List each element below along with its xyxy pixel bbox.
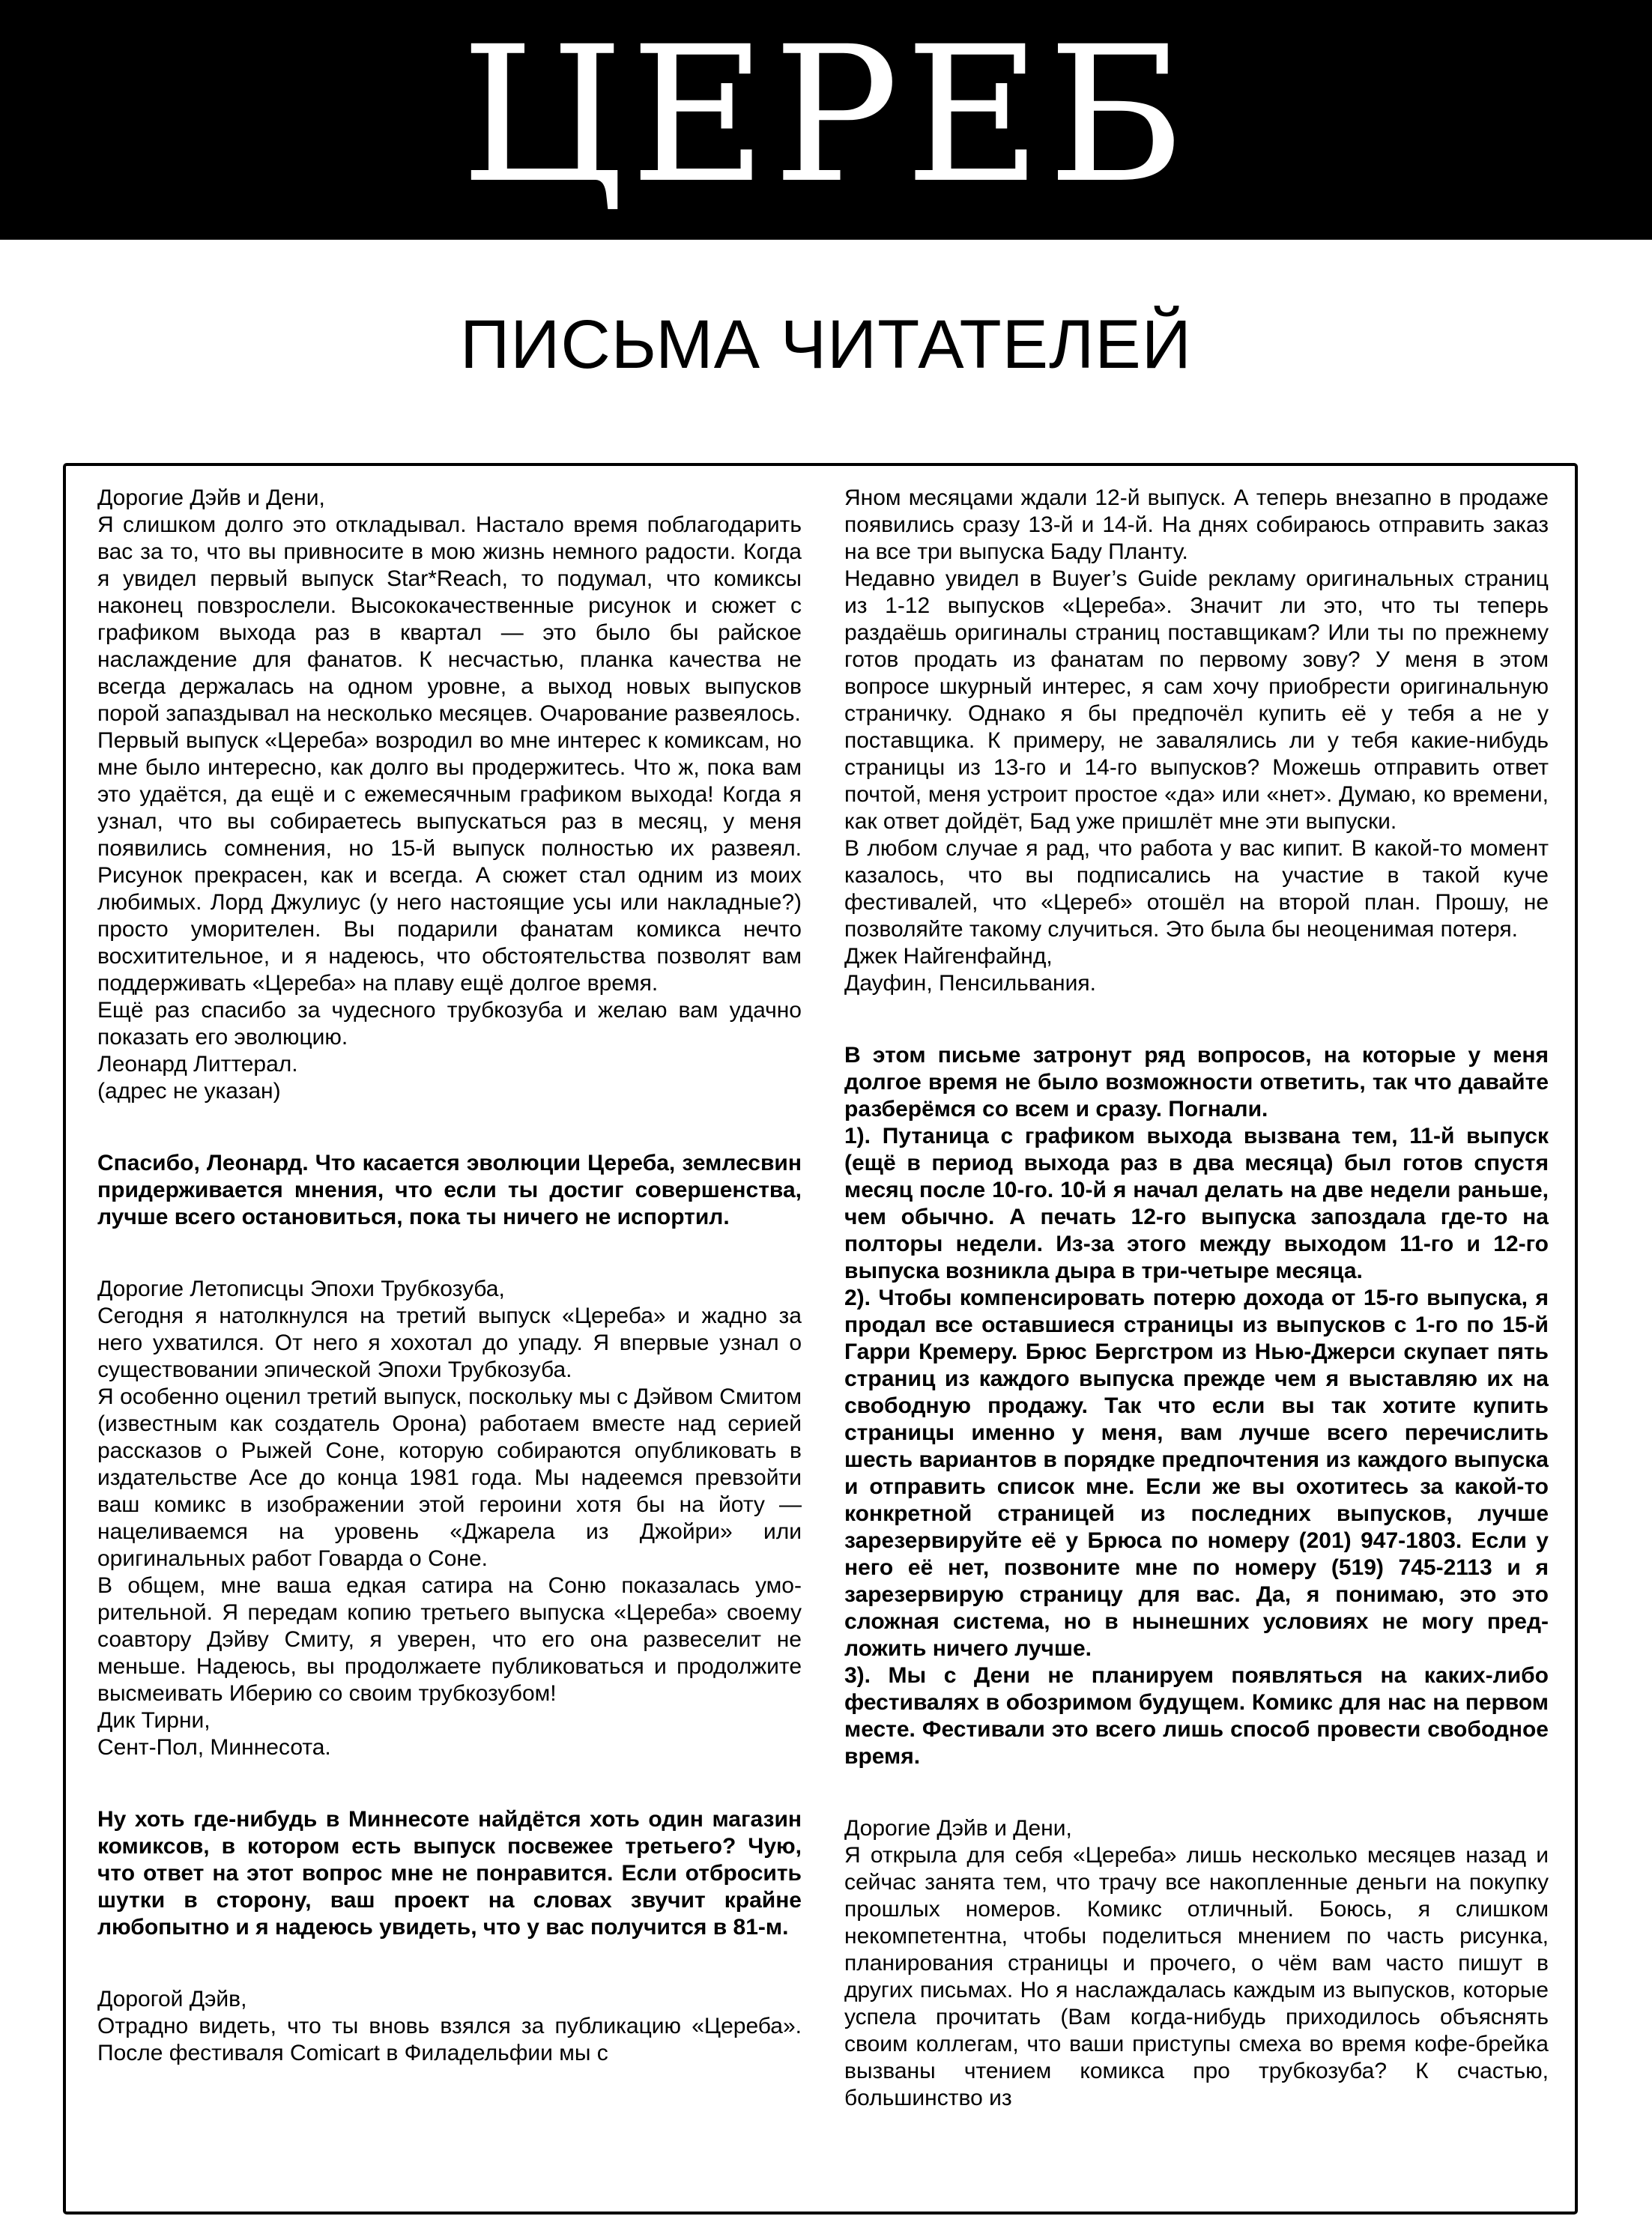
letter-paragraph: Отрадно видеть, что ты вновь взялся за публикацию «Цереба». После фестиваля Comicart в Филадельфии мы с [97,2014,802,2065]
letter-paragraph: В общем, мне ваша едкая сатира на Соню показалась уморительной. Я передам копию третьего выпуска «Цереба» своему соавтору Дэйву Смиту, я уверен, что его она развеселит не меньше. Надеюсь, вы продолжаете публиковаться и продолжите высмеивать Иберию со своим трубкозубом! [97,1573,802,1706]
editor-reply-paragraph: 3). Мы с Дени не планируем появляться на каких-либо фестивалях в обозримом будущем. Комикс для нас на первом месте. Фестивали это всего лишь способ провести свободное время. [844,1663,1549,1769]
letter-paragraph: Ещё раз спасибо за чудесного трубкозуба и желаю вам удачно показать его эволюцию. [97,998,802,1050]
letter-paragraph: (адрес не указан) [97,1079,281,1104]
letter-paragraph: Я слишком долго это откладывал. Настало время поблагодарить вас за то, что вы привносите в мою жизнь немного радости. Когда я увидел первый выпуск Star*Reach, то подумал, что комиксы наконец повзрослели. Высококачественные рисунок и сюжет с графиком выхода раз в квартал — это было бы райское наслаждение для фанатов. К несчастью, планка качества не всегда держалась на одном уровне, а выход новых выпусков порой запаздывал на несколько месяцев. Очарование развеялось. [97,512,802,726]
letter-paragraph: Сегодня я натолкнулся на третий выпуск «Цереба» и жадно за него ухватился. От него я хохотал до упаду. Я впервые узнал о существовании эпической Эпохи Трубкозуба. [97,1304,802,1382]
editor-reply-paragraph: Спасибо, Леонард. Что касается эволюции Цереба, землесвин придерживается мнения, что если ты достиг совершенства, лучше всего остановиться, пока ты ничего не испортил. [97,1151,802,1229]
masthead [0,0,1652,240]
letter-paragraph: Я особенно оценил третий выпуск, поскольку мы с Дэйвом Смитом (известным как создатель Орона) работаем вместе над серией рассказов о Рыжей Соне, которую собираются опубликовать в издательстве Ace до конца 1981 года. Мы надеемся превзойти ваш комикс в изображении этой героини хотя бы на йоту — нацеливаемся на уровень «Джарела из Джойри» или оригинальных работ Говарда о Соне. [97,1384,802,1571]
letter-paragraph: Леонард Литтерал. [97,1052,298,1077]
letter-paragraph: Яном месяцами ждали 12-й выпуск. А теперь внезапно в продаже появились сразу 13-й и 14-й. На днях собираюсь отправить заказ на все три выпуска Баду Планту. [844,485,1549,564]
letter-paragraph: Первый выпуск «Цереба» возродил во мне интерес к комиксам, но мне было интересно, как долго вы продержитесь. Что ж, пока вам это удаётся, да ещё и с ежемесячным графиком выхода! Когда я узнал, что вы собираетесь выпускаться раз в месяц, у меня появились сомнения, но 15-й выпуск полностью их развеял. Рисунок прекрасен, как и всегда. А сюжет стал одним из моих любимых. Лорд Джулиус (у него настоящие усы или накладные?) просто уморителен. Вы подарили фанатам комикса нечто восхитительное, и я надеюсь, что обстоятельства позволят вам поддерживать «Цереба» на плаву ещё долгое время. [97,728,802,996]
left-column [97,485,802,2067]
letter-paragraph: Недавно увидел в Buyer’s Guide рекламу оригинальных страниц из 1-12 выпусков «Цереба». Значит ли это, что ты теперь раздаёшь оригиналы страниц поставщикам? Или ты по прежнему готов продать из фанатам по первому зову? У меня в этом вопросе шкурный интерес, я сам хочу приобрести оригинальную страничку. Однако я бы предпочёл купить её у тебя а не у поставщика. К примеру, не завалялись ли у тебя какие-нибудь страницы из 13-го и 14-го выпусков? Можешь отправить ответ почтой, меня устроит простое «да» или «нет». Думаю, ко времени, как ответ дойдёт, Бад уже пришлёт мне эти выпуски. [844,566,1549,834]
letter-paragraph: Дорогие Дэйв и Дени, [97,485,325,510]
editor-reply-paragraph: В этом письме затронут ряд вопросов, на которые у меня долгое время не было возможности ответить, так что давайте разберёмся со всем и сразу. Погнали. [844,1043,1549,1121]
letter-paragraph: В любом случае я рад, что работа у вас кипит. В какой-то момент казалось, что вы подписались на участие в такой куче фестивалей, что «Цереб» отошёл на второй план. Прошу, не позволяйте такому случиться. Это была бы неоценимая потеря. [844,836,1549,942]
letter-paragraph: Дауфин, Пенсильвания. [844,971,1096,996]
letter-paragraph: Я открыла для себя «Цереба» лишь несколько месяцев назад и сейчас занята тем, что трачу все накопленные деньги на покупку прошлых номеров. Комикс отличный. Боюсь, я слишком некомпетентна, чтобы поделиться мнением по часть рисунка, планирования страницы и прочего, о чём вам часто пишут в других письмах. Но я наслаждалась каждым из выпусков, которые успела прочитать (Вам когда-нибудь приходилось объяснять своим коллегам, что ваши приступы смеха во время кофе-брейка вызваны чтением комикса про трубкозуба? К счастью, большинство из [844,1843,1549,2110]
right-column [844,485,1549,2112]
letter-paragraph: Джек Найгенфайнд, [844,944,1053,969]
editor-reply-paragraph: 1). Путаница с графиком выхода вызвана тем, 11-й выпуск (ещё в период выхода раз в два месяца) был готов спустя месяц после 10-го. 10-й я начал делать на две недели раньше, чем обычно. А печать 12-го выпуска запоздала где-то на полторы недели. Из-за этого между выходом 11-го и 12-го выпуска возникла дыра в три-четыре месяца. [844,1124,1549,1283]
editor-reply-paragraph: Ну хоть где-нибудь в Миннесоте найдётся хоть один магазин комиксов, в котором есть выпуск посвежее третьего? Чую, что ответ на этот вопрос мне не понравится. Если отбросить шутки в сторону, ваш проект на словах звучит крайне любопытно и я надеюсь увидеть, что у вас получится в 81-м. [97,1807,802,1940]
letter-paragraph: Сент-Пол, Миннесота. [97,1735,331,1760]
cerebus-logo: ЦЕРЕБ [461,6,1191,224]
letter-paragraph: Дорогой Дэйв, [97,1987,247,2011]
letter-paragraph: Дорогие Летописцы Эпохи Трубкозуба, [97,1277,505,1301]
editor-reply-paragraph: 2). Чтобы компенсировать потерю дохода от 15-го выпуска, я продал все оставшиеся страницы из выпусков с 1-го по 15-й Гарри Кремеру. Брюс Бергстром из Нью-Джерси скупает пять страниц из каждого выпуска прежде чем я выставляю их на свободную продажу. Так что если вы так хотите купить страницы именно у меня, вам лучше всего перечислить шесть вариантов в порядке предпочтения из каждого выпуска и отправить список мне. Если же вы охотитесь за какой-то конкретной страницей из последних выпусков, лучше зарезервируйте её у Брюса по номеру (201) 947-1803. Если у него её нет, позвоните мне по номеру (519) 745-2113 и я зарезервирую страницу для вас. Да, я понимаю, это это сложная система, но в нынешних условиях не могу предложить ничего лучше. [844,1286,1549,1661]
letter-paragraph: Дик Тирни, [97,1708,211,1733]
page-title: ПИСЬМА ЧИТАТЕЛЕЙ [460,306,1192,383]
letter-paragraph: Дорогие Дэйв и Дени, [844,1816,1072,1841]
